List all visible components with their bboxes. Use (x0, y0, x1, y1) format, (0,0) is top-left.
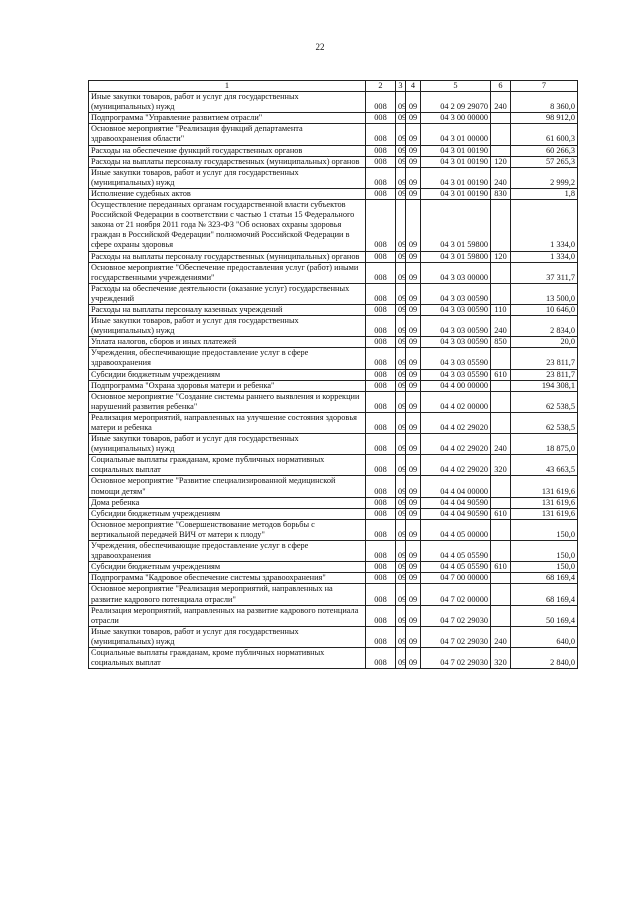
row-target-article: 04 3 03 00590 (421, 337, 491, 348)
row-ministry-code: 008 (366, 562, 396, 573)
row-target-article: 04 7 02 29030 (421, 647, 491, 668)
row-description: Дома ребенка (89, 497, 366, 508)
row-target-article: 04 7 02 00000 (421, 584, 491, 605)
row-section-code: 09 (396, 92, 406, 113)
header-col-5: 5 (421, 81, 491, 92)
row-amount: 57 265,3 (511, 156, 578, 167)
table-header-row (89, 81, 578, 92)
row-subsection-code: 09 (406, 369, 421, 380)
row-subsection-code: 09 (406, 262, 421, 283)
row-subsection-code: 09 (406, 455, 421, 476)
row-amount: 1 334,0 (511, 251, 578, 262)
table-row (89, 156, 578, 167)
row-expense-type: 240 (491, 316, 511, 337)
row-subsection-code: 09 (406, 626, 421, 647)
row-amount: 2 834,0 (511, 316, 578, 337)
row-subsection-code: 09 (406, 156, 421, 167)
row-description: Иные закупки товаров, работ и услуг для государственных (муниципальных) нужд (89, 626, 366, 647)
row-expense-type: 610 (491, 369, 511, 380)
table-row (89, 337, 578, 348)
row-section-code: 09 (396, 369, 406, 380)
row-ministry-code: 008 (366, 584, 396, 605)
row-amount: 8 360,0 (511, 92, 578, 113)
row-amount: 1,8 (511, 188, 578, 199)
row-amount: 37 311,7 (511, 262, 578, 283)
row-target-article: 04 3 03 00000 (421, 262, 491, 283)
row-description: Иные закупки товаров, работ и услуг для государственных (муниципальных) нужд (89, 167, 366, 188)
row-target-article: 04 3 01 00000 (421, 124, 491, 145)
table-row (89, 455, 578, 476)
row-target-article: 04 3 03 05590 (421, 369, 491, 380)
row-expense-type (491, 605, 511, 626)
row-target-article: 04 2 09 29070 (421, 92, 491, 113)
row-expense-type (491, 573, 511, 584)
row-expense-type (491, 497, 511, 508)
row-section-code: 09 (396, 497, 406, 508)
row-target-article: 04 4 02 29020 (421, 455, 491, 476)
row-target-article: 04 4 04 00000 (421, 476, 491, 497)
row-description: Иные закупки товаров, работ и услуг для государственных (муниципальных) нужд (89, 316, 366, 337)
row-description: Расходы на выплаты персоналу государственных (муниципальных) органов (89, 251, 366, 262)
row-description: Расходы на выплаты персоналу государственных (муниципальных) органов (89, 156, 366, 167)
table-row (89, 251, 578, 262)
row-section-code: 09 (396, 573, 406, 584)
row-target-article: 04 3 03 00590 (421, 316, 491, 337)
row-subsection-code: 09 (406, 380, 421, 391)
row-amount: 43 663,5 (511, 455, 578, 476)
row-subsection-code: 09 (406, 113, 421, 124)
row-section-code: 09 (396, 348, 406, 369)
row-amount: 150,0 (511, 541, 578, 562)
row-section-code: 09 (396, 283, 406, 304)
row-expense-type (491, 348, 511, 369)
row-amount: 194 308,1 (511, 380, 578, 391)
row-description: Социальные выплаты гражданам, кроме публичных нормативных социальных выплат (89, 647, 366, 668)
row-expense-type: 830 (491, 188, 511, 199)
row-amount: 23 811,7 (511, 348, 578, 369)
row-target-article: 04 4 00 00000 (421, 380, 491, 391)
page-number: 22 (315, 42, 325, 52)
row-amount: 150,0 (511, 519, 578, 540)
row-ministry-code: 008 (366, 316, 396, 337)
row-expense-type (491, 391, 511, 412)
row-ministry-code: 008 (366, 156, 396, 167)
row-expense-type (491, 113, 511, 124)
table-row (89, 519, 578, 540)
row-ministry-code: 008 (366, 412, 396, 433)
row-ministry-code: 008 (366, 369, 396, 380)
row-target-article: 04 3 03 05590 (421, 348, 491, 369)
row-subsection-code: 09 (406, 434, 421, 455)
row-section-code: 09 (396, 145, 406, 156)
row-subsection-code: 09 (406, 497, 421, 508)
row-description: Подпрограмма "Охрана здоровья матери и ребенка" (89, 380, 366, 391)
row-subsection-code: 09 (406, 145, 421, 156)
row-expense-type (491, 380, 511, 391)
row-expense-type: 240 (491, 626, 511, 647)
row-amount: 640,0 (511, 626, 578, 647)
row-ministry-code: 008 (366, 647, 396, 668)
row-description: Учреждения, обеспечивающие предоставление услуг в сфере здравоохранения (89, 348, 366, 369)
row-subsection-code: 09 (406, 167, 421, 188)
row-description: Основное мероприятие "Создание системы раннего выявления и коррекции нарушений развития ребенка" (89, 391, 366, 412)
row-section-code: 09 (396, 541, 406, 562)
row-ministry-code: 008 (366, 188, 396, 199)
row-ministry-code: 008 (366, 541, 396, 562)
header-col-3: 3 (396, 81, 406, 92)
row-ministry-code: 008 (366, 573, 396, 584)
row-amount: 62 538,5 (511, 391, 578, 412)
row-ministry-code: 008 (366, 605, 396, 626)
row-description: Основное мероприятие "Реализация мероприятий, направленных на развитие кадрового потенциала отрасли" (89, 584, 366, 605)
row-target-article: 04 7 02 29030 (421, 626, 491, 647)
row-subsection-code: 09 (406, 283, 421, 304)
budget-table (88, 80, 578, 669)
row-subsection-code: 09 (406, 605, 421, 626)
row-amount: 98 912,0 (511, 113, 578, 124)
table-row (89, 113, 578, 124)
row-section-code: 09 (396, 124, 406, 145)
row-subsection-code: 09 (406, 562, 421, 573)
row-expense-type (491, 283, 511, 304)
row-ministry-code: 008 (366, 304, 396, 315)
row-expense-type (491, 584, 511, 605)
row-amount: 61 600,3 (511, 124, 578, 145)
row-section-code: 09 (396, 304, 406, 315)
row-target-article: 04 3 03 00590 (421, 283, 491, 304)
row-ministry-code: 008 (366, 434, 396, 455)
row-section-code: 09 (396, 626, 406, 647)
row-ministry-code: 008 (366, 251, 396, 262)
row-subsection-code: 09 (406, 92, 421, 113)
row-target-article: 04 3 01 00190 (421, 188, 491, 199)
row-section-code: 09 (396, 380, 406, 391)
table-row (89, 391, 578, 412)
row-description: Расходы на обеспечение функций государственных органов (89, 145, 366, 156)
row-ministry-code: 008 (366, 145, 396, 156)
row-expense-type: 240 (491, 92, 511, 113)
row-section-code: 09 (396, 508, 406, 519)
row-expense-type: 610 (491, 508, 511, 519)
header-col-6: 6 (491, 81, 511, 92)
row-amount: 2 999,2 (511, 167, 578, 188)
row-ministry-code: 008 (366, 497, 396, 508)
row-expense-type: 120 (491, 251, 511, 262)
table-row (89, 145, 578, 156)
header-col-1: 1 (89, 81, 366, 92)
row-expense-type (491, 262, 511, 283)
row-amount: 50 169,4 (511, 605, 578, 626)
row-description: Реализация мероприятий, направленных на улучшение состояния здоровья матери и ребенка (89, 412, 366, 433)
row-section-code: 09 (396, 476, 406, 497)
row-subsection-code: 09 (406, 508, 421, 519)
table-row (89, 369, 578, 380)
row-description: Социальные выплаты гражданам, кроме публичных нормативных социальных выплат (89, 455, 366, 476)
row-amount: 131 619,6 (511, 497, 578, 508)
table-row (89, 573, 578, 584)
table-row (89, 92, 578, 113)
row-ministry-code: 008 (366, 337, 396, 348)
row-section-code: 09 (396, 188, 406, 199)
row-ministry-code: 008 (366, 391, 396, 412)
row-section-code: 09 (396, 262, 406, 283)
header-col-7: 7 (511, 81, 578, 92)
row-amount: 131 619,6 (511, 476, 578, 497)
row-description: Учреждения, обеспечивающие предоставление услуг в сфере здравоохранения (89, 541, 366, 562)
row-ministry-code: 008 (366, 348, 396, 369)
row-section-code: 09 (396, 434, 406, 455)
header-col-2: 2 (366, 81, 396, 92)
table-row (89, 304, 578, 315)
row-expense-type: 320 (491, 455, 511, 476)
table-row (89, 584, 578, 605)
table-row (89, 562, 578, 573)
row-expense-type: 240 (491, 434, 511, 455)
row-section-code: 09 (396, 316, 406, 337)
row-target-article: 04 3 01 00190 (421, 156, 491, 167)
table-row (89, 188, 578, 199)
row-description: Субсидии бюджетным учреждениям (89, 369, 366, 380)
row-target-article: 04 3 01 00190 (421, 167, 491, 188)
row-section-code: 09 (396, 391, 406, 412)
row-expense-type: 320 (491, 647, 511, 668)
row-target-article: 04 7 00 00000 (421, 573, 491, 584)
row-expense-type (491, 124, 511, 145)
table-row (89, 283, 578, 304)
row-description: Основное мероприятие "Реализация функций департамента здравоохранения области" (89, 124, 366, 145)
row-amount: 131 619,6 (511, 508, 578, 519)
row-subsection-code: 09 (406, 124, 421, 145)
row-ministry-code: 008 (366, 626, 396, 647)
row-description: Иные закупки товаров, работ и услуг для государственных (муниципальных) нужд (89, 434, 366, 455)
row-expense-type: 240 (491, 167, 511, 188)
row-amount: 10 646,0 (511, 304, 578, 315)
row-description: Реализация мероприятий, направленных на развитие кадрового потенциала отрасли (89, 605, 366, 626)
table-row (89, 647, 578, 668)
row-section-code: 09 (396, 156, 406, 167)
table-row (89, 262, 578, 283)
row-amount: 20,0 (511, 337, 578, 348)
row-ministry-code: 008 (366, 124, 396, 145)
row-amount: 68 169,4 (511, 573, 578, 584)
row-target-article: 04 3 01 59800 (421, 200, 491, 251)
row-description: Уплата налогов, сборов и иных платежей (89, 337, 366, 348)
row-expense-type: 610 (491, 562, 511, 573)
table-row (89, 316, 578, 337)
row-expense-type (491, 412, 511, 433)
row-ministry-code: 008 (366, 92, 396, 113)
table-row (89, 124, 578, 145)
row-description: Расходы на обеспечение деятельности (оказание услуг) государственных учреждений (89, 283, 366, 304)
row-description: Иные закупки товаров, работ и услуг для государственных (муниципальных) нужд (89, 92, 366, 113)
row-ministry-code: 008 (366, 113, 396, 124)
row-target-article: 04 4 04 90590 (421, 508, 491, 519)
row-amount: 62 538,5 (511, 412, 578, 433)
row-section-code: 09 (396, 584, 406, 605)
row-target-article: 04 4 05 05590 (421, 541, 491, 562)
row-section-code: 09 (396, 167, 406, 188)
row-amount: 150,0 (511, 562, 578, 573)
row-expense-type: 120 (491, 156, 511, 167)
row-target-article: 04 4 04 90590 (421, 497, 491, 508)
row-section-code: 09 (396, 647, 406, 668)
row-amount: 2 840,0 (511, 647, 578, 668)
row-target-article: 04 3 00 00000 (421, 113, 491, 124)
row-ministry-code: 008 (366, 508, 396, 519)
row-amount: 13 500,0 (511, 283, 578, 304)
row-target-article: 04 4 02 29020 (421, 412, 491, 433)
row-subsection-code: 09 (406, 519, 421, 540)
row-ministry-code: 008 (366, 455, 396, 476)
table-row (89, 508, 578, 519)
row-subsection-code: 09 (406, 584, 421, 605)
table-row (89, 541, 578, 562)
row-subsection-code: 09 (406, 348, 421, 369)
table-row (89, 626, 578, 647)
row-description: Осуществление переданных органам государственной власти субъектов Российской Федерации в соответствии с частью 1 статьи 15 Федерального закона от 21 ноября 2011 года № 323-ФЗ "Об основах охраны здоровья граждан в Российской Федерации" полномочий Российской Федерации в сфере охраны здоровья (89, 200, 366, 251)
row-target-article: 04 4 05 05590 (421, 562, 491, 573)
row-target-article: 04 3 03 00590 (421, 304, 491, 315)
row-description: Подпрограмма "Управление развитием отрасли" (89, 113, 366, 124)
row-amount: 1 334,0 (511, 200, 578, 251)
table-row (89, 348, 578, 369)
row-description: Субсидии бюджетным учреждениям (89, 562, 366, 573)
row-description: Подпрограмма "Кадровое обеспечение системы здравоохранения" (89, 573, 366, 584)
row-amount: 60 266,3 (511, 145, 578, 156)
row-ministry-code: 008 (366, 262, 396, 283)
row-amount: 68 169,4 (511, 584, 578, 605)
row-subsection-code: 09 (406, 573, 421, 584)
row-expense-type (491, 541, 511, 562)
row-subsection-code: 09 (406, 412, 421, 433)
row-subsection-code: 09 (406, 304, 421, 315)
table-row (89, 605, 578, 626)
row-section-code: 09 (396, 519, 406, 540)
row-expense-type: 110 (491, 304, 511, 315)
row-subsection-code: 09 (406, 200, 421, 251)
row-expense-type (491, 476, 511, 497)
row-description: Расходы на выплаты персоналу казенных учреждений (89, 304, 366, 315)
row-section-code: 09 (396, 337, 406, 348)
row-ministry-code: 008 (366, 283, 396, 304)
row-section-code: 09 (396, 251, 406, 262)
row-ministry-code: 008 (366, 200, 396, 251)
row-target-article: 04 4 02 29020 (421, 434, 491, 455)
row-expense-type (491, 145, 511, 156)
row-subsection-code: 09 (406, 316, 421, 337)
row-target-article: 04 4 05 00000 (421, 519, 491, 540)
row-subsection-code: 09 (406, 541, 421, 562)
row-amount: 18 875,0 (511, 434, 578, 455)
row-subsection-code: 09 (406, 476, 421, 497)
row-target-article: 04 7 02 29030 (421, 605, 491, 626)
row-subsection-code: 09 (406, 337, 421, 348)
row-amount: 23 811,7 (511, 369, 578, 380)
table-row (89, 412, 578, 433)
row-subsection-code: 09 (406, 251, 421, 262)
header-col-4: 4 (406, 81, 421, 92)
row-ministry-code: 008 (366, 519, 396, 540)
row-target-article: 04 3 01 00190 (421, 145, 491, 156)
table-row (89, 434, 578, 455)
row-description: Исполнение судебных актов (89, 188, 366, 199)
row-subsection-code: 09 (406, 391, 421, 412)
table-row (89, 200, 578, 251)
row-section-code: 09 (396, 113, 406, 124)
table-row (89, 380, 578, 391)
row-expense-type (491, 519, 511, 540)
row-ministry-code: 008 (366, 380, 396, 391)
table-row (89, 167, 578, 188)
row-ministry-code: 008 (366, 476, 396, 497)
row-expense-type (491, 200, 511, 251)
row-description: Субсидии бюджетным учреждениям (89, 508, 366, 519)
row-description: Основное мероприятие "Обеспечение предоставления услуг (работ) иными государственными учреждениями" (89, 262, 366, 283)
row-expense-type: 850 (491, 337, 511, 348)
row-target-article: 04 4 02 00000 (421, 391, 491, 412)
row-subsection-code: 09 (406, 647, 421, 668)
row-section-code: 09 (396, 200, 406, 251)
table-row (89, 476, 578, 497)
row-description: Основное мероприятие "Развитие специализированной медицинской помощи детям" (89, 476, 366, 497)
table-row (89, 497, 578, 508)
row-ministry-code: 008 (366, 167, 396, 188)
row-target-article: 04 3 01 59800 (421, 251, 491, 262)
row-section-code: 09 (396, 562, 406, 573)
row-subsection-code: 09 (406, 188, 421, 199)
row-section-code: 09 (396, 455, 406, 476)
row-description: Основное мероприятие "Совершенствование методов борьбы с вертикальной передачей ВИЧ от матери к плоду" (89, 519, 366, 540)
row-section-code: 09 (396, 412, 406, 433)
row-section-code: 09 (396, 605, 406, 626)
